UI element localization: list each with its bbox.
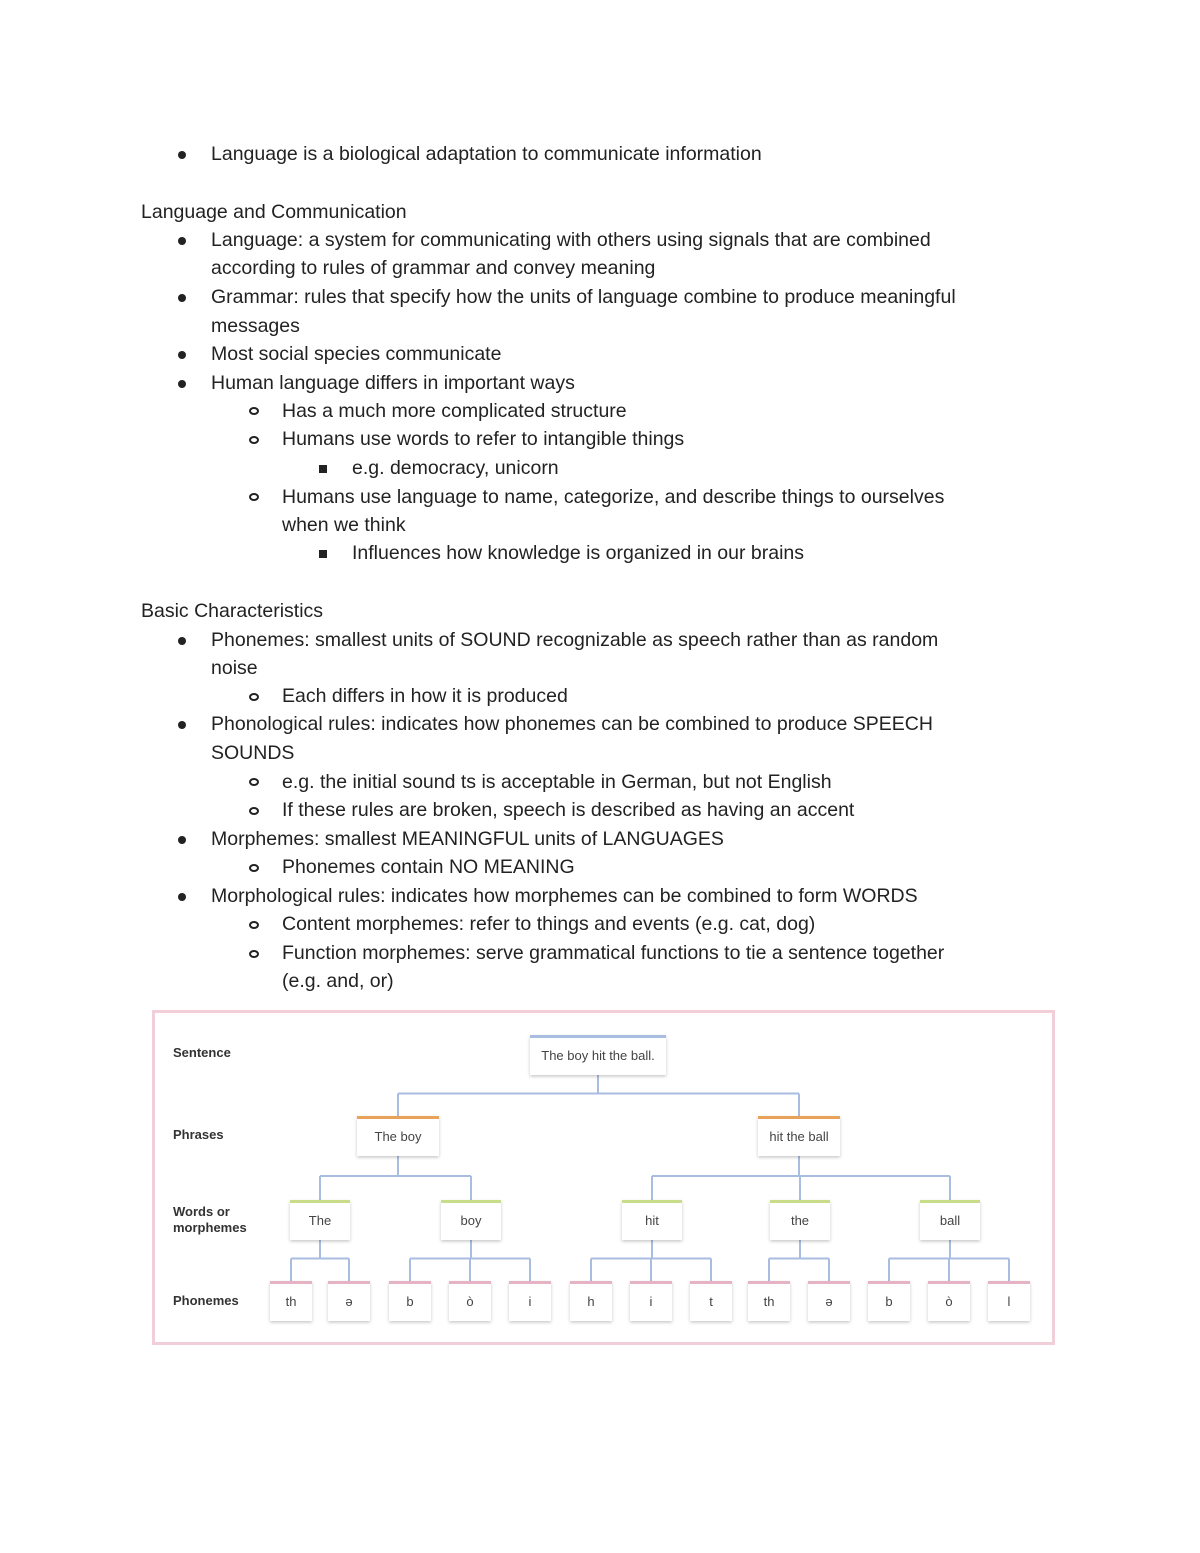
word-node-label: ball <box>939 1213 961 1228</box>
bullet-dot <box>178 836 186 844</box>
word-node-label: boy <box>460 1213 482 1228</box>
phoneme-node-accent <box>449 1281 491 1284</box>
sub-sub-bullet-square <box>319 465 327 473</box>
phoneme-node <box>928 1281 970 1321</box>
phrase-node-accent <box>357 1116 439 1119</box>
phoneme-node-accent <box>808 1281 850 1284</box>
bullet-text: Human language differs in important ways <box>211 372 575 394</box>
row-label-phrases: Phrases <box>173 1127 224 1142</box>
sub-bullet-text: If these rules are broken, speech is described as having an accent <box>282 799 855 821</box>
sub-bullet-circle <box>249 493 259 501</box>
phrase-node-accent <box>758 1116 840 1119</box>
sub-bullet-circle <box>249 864 259 872</box>
bullet-text: Morphemes: smallest MEANINGFUL units of LANGUAGES <box>211 828 724 850</box>
word-node <box>441 1200 501 1240</box>
bullet-dot <box>178 721 186 729</box>
phoneme-node-accent <box>328 1281 370 1284</box>
bullet-text-cont: according to rules of grammar and convey meaning <box>211 257 656 279</box>
phrase-node-label: hit the ball <box>769 1129 829 1144</box>
sub-bullet-circle <box>249 950 259 958</box>
sub-bullet-circle <box>249 778 259 786</box>
sub-bullet-text: Each differs in how it is produced <box>282 685 568 707</box>
bullet-dot <box>178 380 186 388</box>
row-label-morphemes: morphemes <box>173 1220 247 1235</box>
phoneme-node <box>328 1281 370 1321</box>
row-label-phonemes: Phonemes <box>173 1293 239 1308</box>
sub-bullet-text: Has a much more complicated structure <box>282 400 627 422</box>
word-node-label: The <box>308 1213 332 1228</box>
phoneme-node-accent <box>630 1281 672 1284</box>
phoneme-node <box>808 1281 850 1321</box>
phoneme-node-label: th <box>763 1294 775 1309</box>
bullet-text: Phonological rules: indicates how phonemes can be combined to produce SPEECH <box>211 713 933 735</box>
sub-bullet-text: Humans use words to refer to intangible things <box>282 428 685 450</box>
phoneme-node <box>270 1281 312 1321</box>
phoneme-node-label: l <box>1007 1294 1011 1309</box>
phoneme-node-label: i <box>649 1294 653 1309</box>
phoneme-node-accent <box>389 1281 431 1284</box>
phoneme-node-label: th <box>285 1294 297 1309</box>
sub-bullet-circle <box>249 807 259 815</box>
sub-bullet-circle <box>249 693 259 701</box>
word-node-accent <box>920 1200 980 1203</box>
phoneme-node <box>748 1281 790 1321</box>
phoneme-node <box>509 1281 551 1321</box>
language-hierarchy-figure <box>152 1010 1055 1345</box>
sentence-node <box>530 1035 666 1075</box>
hierarchy-diagram <box>155 1013 1052 1342</box>
phoneme-node-label: ò <box>466 1294 474 1309</box>
phoneme-node <box>690 1281 732 1321</box>
word-node <box>920 1200 980 1240</box>
sub-sub-bullet-text: e.g. democracy, unicorn <box>352 457 559 479</box>
sub-bullet-circle <box>249 921 259 929</box>
sub-sub-bullet-text: Influences how knowledge is organized in our brains <box>352 542 805 564</box>
sentence-node-accent <box>530 1035 666 1038</box>
phrase-node <box>357 1116 439 1156</box>
phoneme-node-label: ə <box>345 1294 353 1309</box>
phoneme-node <box>389 1281 431 1321</box>
sub-sub-bullet-square <box>319 550 327 558</box>
sub-bullet-circle <box>249 436 259 444</box>
phoneme-node <box>570 1281 612 1321</box>
sub-bullet-text: Phonemes contain NO MEANING <box>282 856 575 878</box>
phoneme-node-label: b <box>406 1294 414 1309</box>
word-node-accent <box>622 1200 682 1203</box>
phoneme-node-accent <box>988 1281 1030 1284</box>
phoneme-node-accent <box>270 1281 312 1284</box>
phoneme-node-label: t <box>709 1294 713 1309</box>
word-node-accent <box>770 1200 830 1203</box>
sub-bullet-text-cont: when we think <box>282 514 406 536</box>
phoneme-node <box>988 1281 1030 1321</box>
word-node-label: the <box>790 1213 810 1228</box>
phoneme-node-accent <box>509 1281 551 1284</box>
word-node <box>290 1200 350 1240</box>
phoneme-node-accent <box>928 1281 970 1284</box>
sub-bullet-text: Humans use language to name, categorize, and describe things to ourselves <box>282 486 945 508</box>
row-label-sentence: Sentence <box>173 1045 231 1060</box>
word-node <box>622 1200 682 1240</box>
word-node-accent <box>290 1200 350 1203</box>
bullet-dot <box>178 351 186 359</box>
sub-bullet-text: Content morphemes: refer to things and events (e.g. cat, dog) <box>282 913 816 935</box>
bullet-dot <box>178 893 186 901</box>
bullet-dot <box>178 637 186 645</box>
word-node-label: hit <box>645 1213 659 1228</box>
phoneme-node-accent <box>570 1281 612 1284</box>
phoneme-node-accent <box>868 1281 910 1284</box>
bullet-text-cont: noise <box>211 657 258 679</box>
word-node <box>770 1200 830 1240</box>
bullet-dot <box>178 151 186 159</box>
bullet-text: Morphological rules: indicates how morphemes can be combined to form WORDS <box>211 885 918 907</box>
phoneme-node <box>449 1281 491 1321</box>
phoneme-node-label: ə <box>825 1294 833 1309</box>
bullet-dot <box>178 294 186 302</box>
phrase-node-label: The boy <box>374 1129 422 1144</box>
sub-bullet-text: e.g. the initial sound ts is acceptable in German, but not English <box>282 771 832 793</box>
phrase-node <box>758 1116 840 1156</box>
sub-bullet-text: Function morphemes: serve grammatical functions to tie a sentence together <box>282 942 945 964</box>
tree-connectors <box>291 1075 1009 1281</box>
bullet-text-cont: messages <box>211 315 300 337</box>
phoneme-node-accent <box>748 1281 790 1284</box>
phoneme-node <box>630 1281 672 1321</box>
phoneme-node-label: ò <box>945 1294 953 1309</box>
phoneme-node-label: h <box>587 1294 595 1309</box>
bullet-dot <box>178 237 186 245</box>
word-node-accent <box>441 1200 501 1203</box>
bullet-text: Grammar: rules that specify how the units of language combine to produce meaningful <box>211 286 956 308</box>
row-label-words: Words or <box>173 1204 230 1219</box>
sub-bullet-circle <box>249 407 259 415</box>
sub-bullet-text-cont: (e.g. and, or) <box>282 970 394 992</box>
phoneme-node-label: b <box>885 1294 893 1309</box>
intro-bullet-text: Language is a biological adaptation to communicate information <box>211 143 762 165</box>
bullet-text: Phonemes: smallest units of SOUND recognizable as speech rather than as random <box>211 629 939 651</box>
phoneme-node <box>868 1281 910 1321</box>
section-heading-language-communication: Language and Communication <box>141 201 407 223</box>
phoneme-node-label: i <box>528 1294 532 1309</box>
bullet-text: Language: a system for communicating with others using signals that are combined <box>211 229 931 251</box>
section-heading-basic-characteristics: Basic Characteristics <box>141 600 324 622</box>
bullet-text: Most social species communicate <box>211 343 502 365</box>
sentence-node-label: The boy hit the ball. <box>541 1048 655 1063</box>
phoneme-node-accent <box>690 1281 732 1284</box>
bullet-text-cont: SOUNDS <box>211 742 295 764</box>
